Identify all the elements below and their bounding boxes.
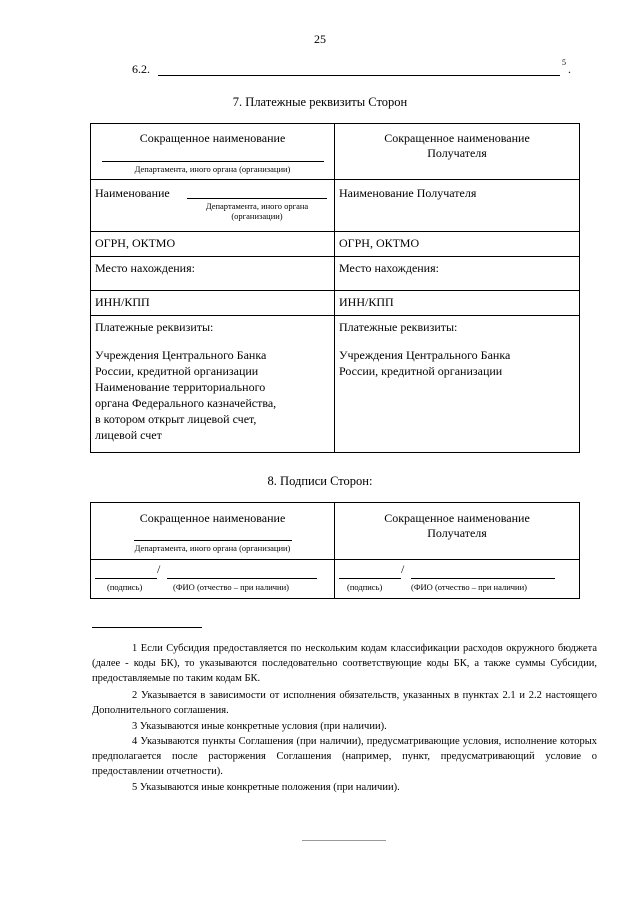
sign-right-header-title: Сокращенное наименование xyxy=(384,511,530,525)
page-number: 25 xyxy=(314,32,326,46)
right-header-title: Сокращенное наименование xyxy=(384,131,530,145)
clause-number: 6.2. xyxy=(132,62,150,76)
blank-line xyxy=(158,75,560,76)
clause-6-2 xyxy=(132,58,571,77)
footnote-text: 5 Указываются иные конкретные положения (при наличии). xyxy=(132,782,400,793)
right-header-title-2: Получателя xyxy=(427,146,487,160)
left-name-caption-1: Департамента, иного органа xyxy=(205,201,309,211)
left-payment-line: лицевой счет xyxy=(95,428,162,442)
sign-right-header-cell xyxy=(335,503,580,560)
sign-right-signature-line xyxy=(339,566,401,579)
footnote-text: 4 Указываются пункты Соглашения (при наличии), предусматривающие условия, исполнение которых предполагается после расторжения Соглашения (например, пункт, предусматривающий условие о предоставлении отчетности). xyxy=(92,736,597,777)
left-payment-line: Учреждения Центрального Банка xyxy=(95,348,267,362)
footnote-3 xyxy=(92,719,597,734)
right-header-cell xyxy=(335,124,580,180)
sign-left-header-line xyxy=(134,540,292,541)
right-payment-lines xyxy=(335,335,579,379)
left-header-line xyxy=(102,161,324,162)
section-7-title: 7. Платежные реквизиты Сторон xyxy=(232,95,408,109)
footnote-2 xyxy=(92,688,597,718)
right-name-cell xyxy=(335,180,580,232)
left-payment-label: Платежные реквизиты: xyxy=(95,320,214,334)
sign-left-fio-caption: (ФИО (отчество – при наличии) xyxy=(173,582,289,592)
left-location: Место нахождения: xyxy=(95,261,195,275)
right-payment-label: Платежные реквизиты: xyxy=(339,320,458,334)
sign-left-header-caption: Департамента, иного органа (организации) xyxy=(134,543,291,553)
left-header-title: Сокращенное наименование xyxy=(139,131,286,145)
left-payment-cell xyxy=(91,316,335,453)
footnote-separator xyxy=(92,627,202,628)
footnote-text: 2 Указывается в зависимости от исполнения обязательств, указанных в пунктах 2.1 и 2.2 настоящего Дополнительного соглашения. xyxy=(92,690,597,716)
left-inn: ИНН/КПП xyxy=(95,295,150,309)
right-name-label: Наименование Получателя xyxy=(339,186,477,200)
right-ogrn: ОГРН, ОКТМО xyxy=(339,236,420,250)
footnote-text: 3 Указываются иные конкретные условия (при наличии). xyxy=(132,721,387,732)
footnote-4 xyxy=(92,734,597,779)
clause-end: . xyxy=(568,62,571,76)
left-name-cell xyxy=(91,180,335,232)
left-payment-line: Наименование территориального xyxy=(95,380,266,394)
payment-details-table xyxy=(90,123,580,453)
sign-right-fio-line xyxy=(411,566,555,579)
footnote-1 xyxy=(92,641,597,686)
left-payment-line: в котором открыт лицевой счет, xyxy=(95,412,257,426)
right-location: Место нахождения: xyxy=(339,261,439,275)
sign-left-cell: / (подпись) (ФИО (отчество – при наличии) xyxy=(91,560,335,599)
sign-left-signature-line xyxy=(95,566,157,579)
left-header-cell xyxy=(91,124,335,180)
signatures-table xyxy=(90,502,580,599)
left-header-caption: Департамента, иного органа (организации) xyxy=(134,164,291,174)
left-ogrn: ОГРН, ОКТМО xyxy=(95,236,176,250)
footnote-text: 1 Если Субсидия предоставляется по нескольким кодам классификации расходов окружного бюджета (далее - коды БК), то указываются последовательно соответствующие коды БК, а также суммы Субсидии, предоставляемые по таким кодам БК. xyxy=(92,643,597,684)
sign-right-cell: / (подпись) (ФИО (отчество – при наличии) xyxy=(335,560,580,599)
section-8-title: 8. Подписи Сторон: xyxy=(267,474,373,488)
sign-left-signature-caption: (подпись) xyxy=(107,582,143,592)
sign-right-header-title-2: Получателя xyxy=(427,526,487,540)
right-inn: ИНН/КПП xyxy=(339,295,394,309)
left-name-caption-2: (организации) xyxy=(231,211,283,221)
left-name-line xyxy=(187,185,327,199)
left-payment-line: России, кредитной организации xyxy=(95,364,259,378)
footnote-5 xyxy=(92,780,597,795)
left-name-label: Наименование xyxy=(95,186,170,200)
sign-right-signature-caption: (подпись) xyxy=(347,582,383,592)
footnote-mark: 5 xyxy=(562,58,566,67)
left-payment-line: органа Федерального казначейства, xyxy=(95,396,277,410)
sign-right-fio-caption: (ФИО (отчество – при наличии) xyxy=(411,582,527,592)
sign-left-header-cell xyxy=(91,503,335,560)
right-payment-line: России, кредитной организации xyxy=(339,364,503,378)
sign-left-fio-line xyxy=(167,566,317,579)
page-bottom-rule xyxy=(302,840,386,841)
right-payment-cell xyxy=(335,316,580,453)
right-payment-line: Учреждения Центрального Банка xyxy=(339,348,511,362)
left-payment-lines xyxy=(91,335,334,443)
sign-left-header-title: Сокращенное наименование xyxy=(139,511,286,525)
